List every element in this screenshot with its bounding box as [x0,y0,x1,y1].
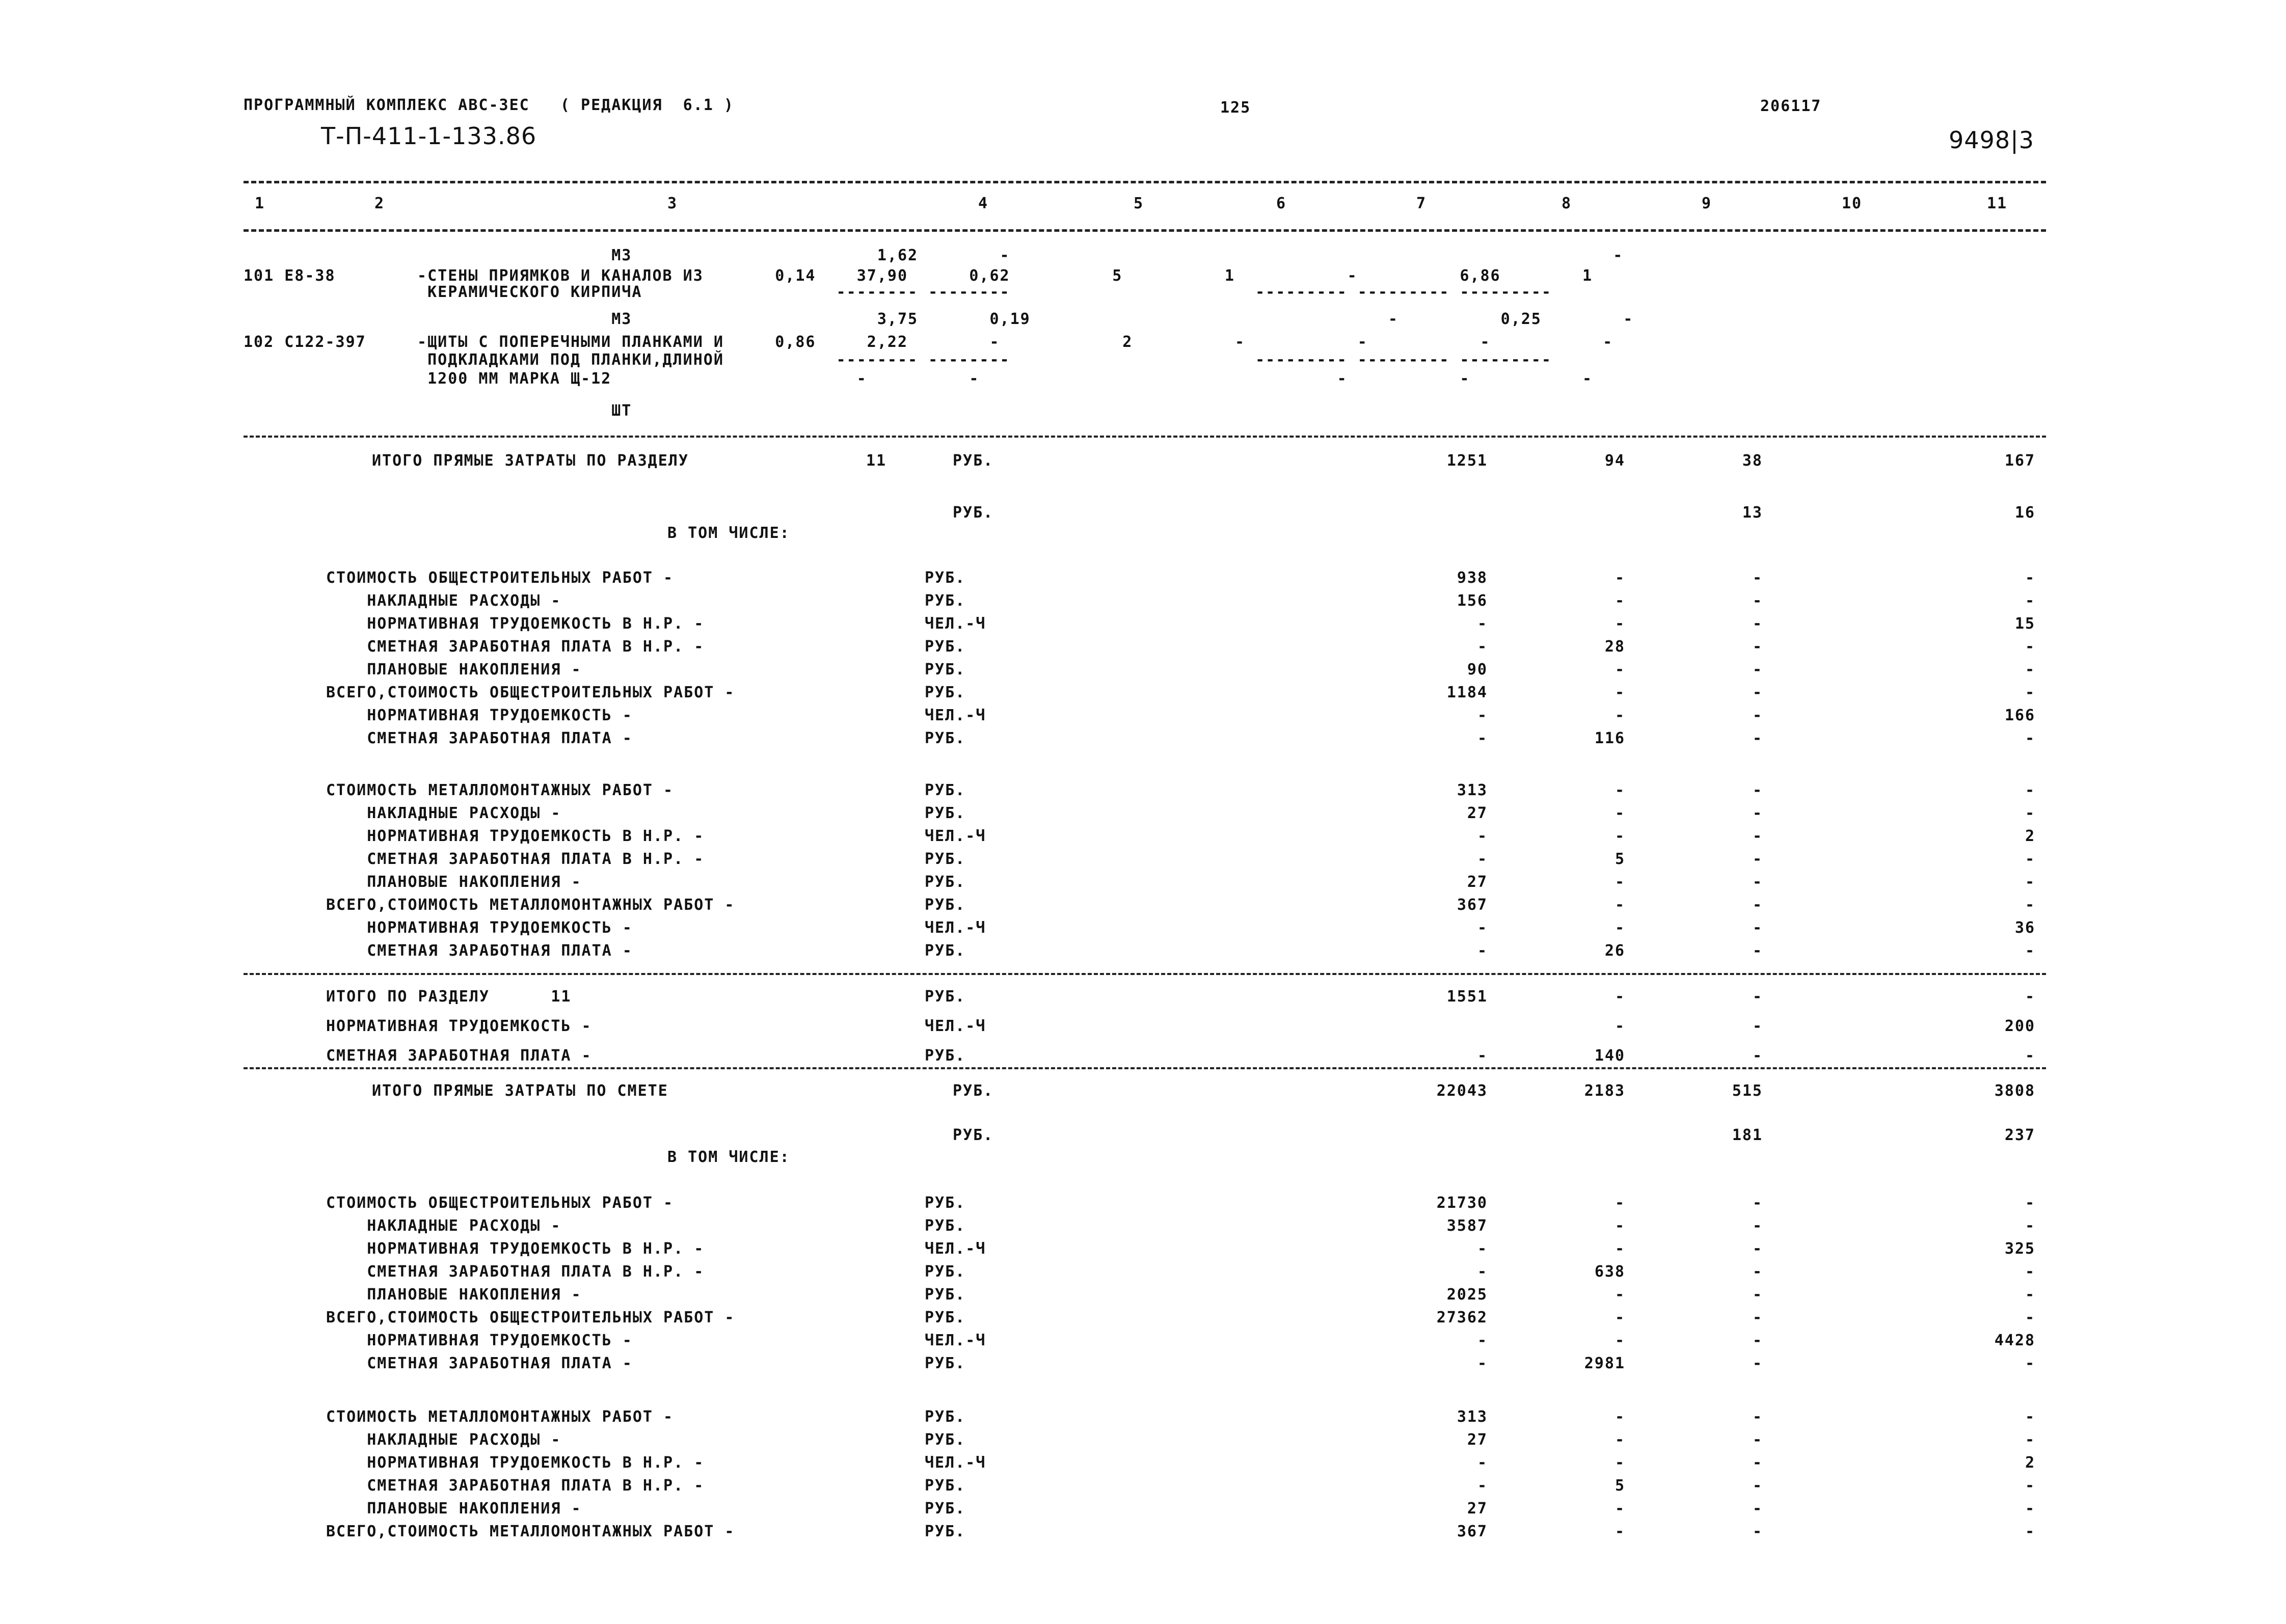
block1-row-label: НОРМАТИВНАЯ ТРУДОЕМКОСТЬ В Н.Р. - [326,615,705,633]
block1-row-label: ВСЕГО,СТОИМОСТЬ ОБЩЕСТРОИТЕЛЬНЫХ РАБОТ - [326,684,735,701]
block4-row-col9: - [1752,1500,1763,1518]
block3-row-col8: 2981 [1584,1355,1625,1372]
itogo-razdel-row-unit: ЧЕЛ.-Ч [925,1017,986,1035]
block3-row-col8: - [1615,1194,1625,1212]
block4-row-col7: - [1477,1454,1488,1472]
value-col8: 94 [1604,452,1625,470]
block3-row-col9: - [1752,1263,1763,1281]
column-number-8: 8 [1562,195,1572,212]
item-row: КЕРАМИЧЕСКОГО КИРПИЧА -------- -------- --------- --------- --------- [244,283,1552,301]
block4-row-col7: 27 [1467,1431,1488,1449]
item-row: ШТ [244,402,632,420]
itogo-razdel-row-unit: РУБ. [925,1047,966,1065]
block1-row-col9: - [1752,615,1763,633]
itogo-razdel-row-col8: 140 [1594,1047,1625,1065]
item-row: М3 1,62 - - [244,247,1624,264]
block4-row-label: НОРМАТИВНАЯ ТРУДОЕМКОСТЬ В Н.Р. - [326,1454,705,1472]
block3-row-col11: - [2025,1263,2035,1281]
value-col11: 16 [2014,504,2035,522]
itogo-razdel-row-col9: - [1752,988,1763,1006]
block3-row-col9: - [1752,1194,1763,1212]
block1-row-col9: - [1752,707,1763,724]
block4-row-label: СМЕТНАЯ ЗАРАБОТНАЯ ПЛАТА В Н.Р. - [326,1477,705,1495]
block1-row-unit: РУБ. [925,661,966,679]
block1-row-col7: 90 [1467,661,1488,679]
block3-row-label: СМЕТНАЯ ЗАРАБОТНАЯ ПЛАТА - [326,1355,633,1372]
block4-row-col8: - [1615,1454,1625,1472]
block1-row-col9: - [1752,592,1763,610]
block2-row-unit: РУБ. [925,804,966,822]
block2-row-label: НАКЛАДНЫЕ РАСХОДЫ - [326,804,561,822]
block1-row-unit: РУБ. [925,684,966,701]
block1-row-label: ПЛАНОВЫЕ НАКОПЛЕНИЯ - [326,661,582,679]
block1-row-col9: - [1752,684,1763,701]
block4-row-unit: РУБ. [925,1523,966,1540]
block4-row-unit: РУБ. [925,1431,966,1449]
block2-row-col7: - [1477,827,1488,845]
value-col11: 3808 [1994,1082,2035,1100]
value-col11: 167 [2004,452,2035,470]
block1-row-unit: ЧЕЛ.-Ч [925,707,986,724]
block3-row-label: НОРМАТИВНАЯ ТРУДОЕМКОСТЬ В Н.Р. - [326,1240,705,1258]
column-number-6: 6 [1276,195,1287,212]
itogo-razdel-row-label: СМЕТНАЯ ЗАРАБОТНАЯ ПЛАТА - [326,1047,592,1065]
block2-row-col8: - [1615,827,1625,845]
block3-row-col7: 3587 [1446,1217,1488,1235]
block3-row-unit: ЧЕЛ.-Ч [925,1240,986,1258]
value-col9: 13 [1742,504,1763,522]
block3-row-col11: - [2025,1355,2035,1372]
block2-row-col11: - [2025,896,2035,914]
block3-row-label: СМЕТНАЯ ЗАРАБОТНАЯ ПЛАТА В Н.Р. - [326,1263,705,1281]
block2-row-label: СТОИМОСТЬ МЕТАЛЛОМОНТАЖНЫХ РАБОТ - [326,781,674,799]
block3-row-col7: - [1477,1263,1488,1281]
block4-row-col11: - [2025,1523,2035,1540]
section-rule-2 [244,973,2046,975]
block1-row-col9: - [1752,729,1763,747]
block2-row-col8: - [1615,919,1625,937]
block1-row-col11: - [2025,569,2035,587]
unit: РУБ. [953,504,994,522]
block1-row-col8: 28 [1604,638,1625,656]
block1-row-unit: РУБ. [925,592,966,610]
section-rule-3 [244,1067,2046,1069]
itogo-razdel-row-col7: - [1477,1047,1488,1065]
block2-row-col9: - [1752,850,1763,868]
block2-row-col9: - [1752,827,1763,845]
column-number-9: 9 [1702,195,1712,212]
value-col11: 237 [2004,1126,2035,1144]
block3-row-col11: - [2025,1217,2035,1235]
block2-row-col9: - [1752,781,1763,799]
item-row: М3 3,75 0,19 - 0,25 - [244,310,1634,328]
block1-row-col11: - [2025,729,2035,747]
block4-row-col7: 367 [1457,1523,1488,1540]
block3-row-unit: РУБ. [925,1309,966,1327]
block1-row-col7: - [1477,707,1488,724]
item-row: 102 С122-397 -ЩИТЫ С ПОПЕРЕЧНЫМИ ПЛАНКАМИ И 0,86 2,22 - 2 - - - - [244,333,1613,351]
block2-row-col9: - [1752,804,1763,822]
block3-row-unit: РУБ. [925,1217,966,1235]
block3-row-col7: 27362 [1436,1309,1488,1327]
block4-row-col8: - [1615,1431,1625,1449]
block4-row-col7: 313 [1457,1408,1488,1426]
column-number-7: 7 [1416,195,1427,212]
block4-row-col11: 2 [2025,1454,2035,1472]
column-number-4: 4 [978,195,989,212]
v-tom-chisle-label: В ТОМ ЧИСЛЕ: [667,1148,790,1166]
block3-row-label: ПЛАНОВЫЕ НАКОПЛЕНИЯ - [326,1286,582,1304]
block4-row-col9: - [1752,1454,1763,1472]
value-col7: 22043 [1436,1082,1488,1100]
itogo-razdel-row-label: ИТОГО ПО РАЗДЕЛУ 11 [326,988,572,1006]
block2-row-label: СМЕТНАЯ ЗАРАБОТНАЯ ПЛАТА - [326,942,633,960]
block2-row-col7: 313 [1457,781,1488,799]
value-col7: 1251 [1446,452,1488,470]
block3-row-col7: 21730 [1436,1194,1488,1212]
block3-row-col11: - [2025,1194,2035,1212]
block3-row-col7: - [1477,1355,1488,1372]
block1-row-col7: 1184 [1446,684,1488,701]
block2-row-unit: РУБ. [925,781,966,799]
block3-row-col9: - [1752,1309,1763,1327]
block1-row-col11: - [2025,638,2035,656]
column-number-10: 10 [1842,195,1863,212]
block3-row-col8: - [1615,1217,1625,1235]
block2-row-col11: - [2025,850,2035,868]
block2-row-col7: - [1477,919,1488,937]
block1-row-label: СТОИМОСТЬ ОБЩЕСТРОИТЕЛЬНЫХ РАБОТ - [326,569,674,587]
block2-row-col7: 27 [1467,804,1488,822]
center-mark: 125 [1220,99,1251,117]
block1-row-col8: - [1615,684,1625,701]
block1-row-col7: 156 [1457,592,1488,610]
block3-row-col7: - [1477,1332,1488,1349]
block1-row-label: СМЕТНАЯ ЗАРАБОТНАЯ ПЛАТА - [326,729,633,747]
block1-row-col7: - [1477,729,1488,747]
block1-row-unit: РУБ. [925,729,966,747]
block4-row-col8: 5 [1615,1477,1625,1495]
block2-row-unit: РУБ. [925,942,966,960]
block4-row-col11: - [2025,1500,2035,1518]
itogo-razdel-row-col9: - [1752,1047,1763,1065]
block3-row-col7: - [1477,1240,1488,1258]
block1-row-label: СМЕТНАЯ ЗАРАБОТНАЯ ПЛАТА В Н.Р. - [326,638,705,656]
block2-row-label: ПЛАНОВЫЕ НАКОПЛЕНИЯ - [326,873,582,891]
block2-row-col7: - [1477,850,1488,868]
block1-row-col11: - [2025,661,2035,679]
v-tom-chisle-label: В ТОМ ЧИСЛЕ: [667,524,790,542]
program-title: ПРОГРАММНЫЙ КОМПЛЕКС АВС-ЗЕС ( РЕДАКЦИЯ 6.1 ) [244,96,734,114]
itogo-razdel-row-unit: РУБ. [925,988,966,1006]
block2-row-label: СМЕТНАЯ ЗАРАБОТНАЯ ПЛАТА В Н.Р. - [326,850,705,868]
block2-row-col8: - [1615,873,1625,891]
block4-row-col8: - [1615,1523,1625,1540]
block3-row-label: ВСЕГО,СТОИМОСТЬ ОБЩЕСТРОИТЕЛЬНЫХ РАБОТ - [326,1309,735,1327]
block1-row-col9: - [1752,638,1763,656]
block1-row-col9: - [1752,661,1763,679]
block2-row-col8: - [1615,781,1625,799]
item-row: 101 Е8-38 -СТЕНЫ ПРИЯМКОВ И КАНАЛОВ ИЗ 0,14 37,90 0,62 5 1 - 6,86 1 [244,267,1593,285]
date-code: 206117 [1760,97,1822,115]
block3-row-unit: РУБ. [925,1355,966,1372]
column-number-11: 11 [1987,195,2008,212]
block3-row-unit: РУБ. [925,1286,966,1304]
itogo-razdel-row-col7: 1551 [1446,988,1488,1006]
block1-row-unit: РУБ. [925,569,966,587]
column-number-1: 1 [255,195,265,212]
block2-row-label: НОРМАТИВНАЯ ТРУДОЕМКОСТЬ - [326,919,633,937]
block3-row-unit: ЧЕЛ.-Ч [925,1332,986,1349]
block1-row-label: НАКЛАДНЫЕ РАСХОДЫ - [326,592,561,610]
doc-number-handwritten: Т-П-411-1-133.86 [321,122,537,150]
block2-row-col7: - [1477,942,1488,960]
block3-row-col9: - [1752,1332,1763,1349]
column-number-3: 3 [667,195,678,212]
item-row: ПОДКЛАДКАМИ ПОД ПЛАНКИ,ДЛИНОЙ -------- -------- --------- --------- --------- [244,351,1552,369]
block2-row-col9: - [1752,896,1763,914]
item-row: 1200 ММ МАРКА Щ-12 - - - - - [244,370,1593,388]
block3-row-col9: - [1752,1355,1763,1372]
block1-row-col7: 938 [1457,569,1488,587]
block2-row-label: НОРМАТИВНАЯ ТРУДОЕМКОСТЬ В Н.Р. - [326,827,705,845]
block2-row-col9: - [1752,919,1763,937]
block4-row-unit: ЧЕЛ.-Ч [925,1454,986,1472]
block4-row-col8: - [1615,1500,1625,1518]
block3-row-col11: - [2025,1309,2035,1327]
block2-row-unit: РУБ. [925,896,966,914]
section-rule-1 [244,436,2046,438]
block3-row-col7: 2025 [1446,1286,1488,1304]
unit: РУБ. [953,1082,994,1100]
block4-row-col11: - [2025,1431,2035,1449]
block2-row-col8: - [1615,804,1625,822]
block3-row-label: НОРМАТИВНАЯ ТРУДОЕМКОСТЬ - [326,1332,633,1349]
itogo-razdel-row-label: НОРМАТИВНАЯ ТРУДОЕМКОСТЬ - [326,1017,592,1035]
block4-row-label: СТОИМОСТЬ МЕТАЛЛОМОНТАЖНЫХ РАБОТ - [326,1408,674,1426]
block3-row-col9: - [1752,1240,1763,1258]
block1-row-col11: 15 [2014,615,2035,633]
block1-row-col7: - [1477,615,1488,633]
block1-row-col9: - [1752,569,1763,587]
block2-row-col7: 367 [1457,896,1488,914]
block3-row-col9: - [1752,1286,1763,1304]
block4-row-col11: - [2025,1408,2035,1426]
block3-row-col8: - [1615,1309,1625,1327]
table-header-rule [244,229,2046,232]
unit: РУБ. [953,452,994,470]
block1-row-col8: - [1615,661,1625,679]
itogo-razdel-label: ИТОГО ПРЯМЫЕ ЗАТРАТЫ ПО РАЗДЕЛУ [372,452,689,470]
block4-row-label: ВСЕГО,СТОИМОСТЬ МЕТАЛЛОМОНТАЖНЫХ РАБОТ - [326,1523,735,1540]
value-col9: 515 [1732,1082,1763,1100]
sheet-number-handwritten: 9498|3 [1949,126,2034,154]
block3-row-col8: - [1615,1332,1625,1349]
block4-row-unit: РУБ. [925,1477,966,1495]
table-top-rule [244,181,2046,183]
block1-row-col8: - [1615,592,1625,610]
itogo-razdel-row-col9: - [1752,1017,1763,1035]
value-col8: 2183 [1584,1082,1625,1100]
block3-row-col8: - [1615,1286,1625,1304]
block4-row-label: ПЛАНОВЫЕ НАКОПЛЕНИЯ - [326,1500,582,1518]
itogo-razdel-row-col11: - [2025,988,2035,1006]
block4-row-col9: - [1752,1477,1763,1495]
block3-row-col8: - [1615,1240,1625,1258]
block2-row-unit: ЧЕЛ.-Ч [925,919,986,937]
block2-row-col8: 5 [1615,850,1625,868]
block3-row-col9: - [1752,1217,1763,1235]
block2-row-unit: РУБ. [925,873,966,891]
block1-row-col7: - [1477,638,1488,656]
block3-row-col8: 638 [1594,1263,1625,1281]
block1-row-unit: ЧЕЛ.-Ч [925,615,986,633]
itogo-razdel-row-col8: - [1615,1017,1625,1035]
column-number-5: 5 [1134,195,1144,212]
block2-row-col11: - [2025,781,2035,799]
unit: РУБ. [953,1126,994,1144]
block2-row-col11: - [2025,804,2035,822]
block2-row-col11: - [2025,873,2035,891]
value-col9: 38 [1742,452,1763,470]
block2-row-col7: 27 [1467,873,1488,891]
block1-row-col11: 166 [2004,707,2035,724]
block2-row-col11: - [2025,942,2035,960]
itogo-razdel-row-col11: 200 [2004,1017,2035,1035]
block4-row-col11: - [2025,1477,2035,1495]
block4-row-col8: - [1615,1408,1625,1426]
block2-row-col9: - [1752,942,1763,960]
block3-row-col11: - [2025,1286,2035,1304]
column-number-2: 2 [374,195,385,212]
itogo-smeta-label: ИТОГО ПРЯМЫЕ ЗАТРАТЫ ПО СМЕТЕ [372,1082,668,1100]
value-col9: 181 [1732,1126,1763,1144]
block3-row-label: НАКЛАДНЫЕ РАСХОДЫ - [326,1217,561,1235]
block3-row-unit: РУБ. [925,1194,966,1212]
itogo-razdel-row-col11: - [2025,1047,2035,1065]
block2-row-label: ВСЕГО,СТОИМОСТЬ МЕТАЛЛОМОНТАЖНЫХ РАБОТ - [326,896,735,914]
block2-row-col11: 2 [2025,827,2035,845]
block4-row-unit: РУБ. [925,1408,966,1426]
block1-row-col8: - [1615,707,1625,724]
block4-row-col9: - [1752,1431,1763,1449]
block4-row-unit: РУБ. [925,1500,966,1518]
block2-row-col8: 26 [1604,942,1625,960]
block1-row-col11: - [2025,684,2035,701]
block4-row-col7: - [1477,1477,1488,1495]
block2-row-col11: 36 [2014,919,2035,937]
block4-row-col7: 27 [1467,1500,1488,1518]
block3-row-col11: 4428 [1994,1332,2035,1349]
block3-row-unit: РУБ. [925,1263,966,1281]
block2-row-col9: - [1752,873,1763,891]
razdel-number: 11 [866,452,887,470]
block4-row-label: НАКЛАДНЫЕ РАСХОДЫ - [326,1431,561,1449]
block2-row-unit: РУБ. [925,850,966,868]
block2-row-col8: - [1615,896,1625,914]
block3-row-label: СТОИМОСТЬ ОБЩЕСТРОИТЕЛЬНЫХ РАБОТ - [326,1194,674,1212]
block1-row-label: НОРМАТИВНАЯ ТРУДОЕМКОСТЬ - [326,707,633,724]
block1-row-col11: - [2025,592,2035,610]
block1-row-col8: - [1615,569,1625,587]
block3-row-col11: 325 [2004,1240,2035,1258]
block4-row-col9: - [1752,1523,1763,1540]
block4-row-col9: - [1752,1408,1763,1426]
block1-row-col8: - [1615,615,1625,633]
block2-row-unit: ЧЕЛ.-Ч [925,827,986,845]
block1-row-unit: РУБ. [925,638,966,656]
itogo-razdel-row-col8: - [1615,988,1625,1006]
block1-row-col8: 116 [1594,729,1625,747]
